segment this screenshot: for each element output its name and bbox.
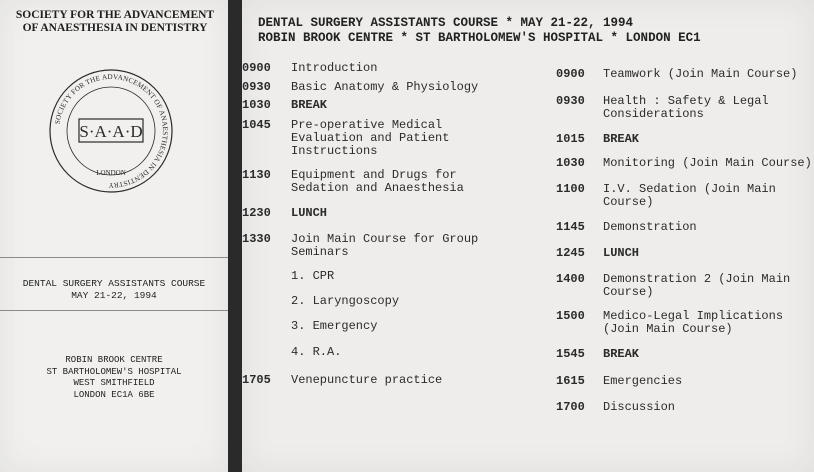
schedule-text — [291, 320, 377, 333]
day2-schedule — [556, 68, 814, 468]
schedule-time: 1030 — [556, 156, 585, 170]
schedule-time: 1045 — [242, 118, 271, 132]
schedule-time: 1330 — [242, 232, 271, 246]
programme-header-line: ROBIN BROOK CENTRE * ST BARTHOLOMEW'S HOSPITAL * LONDON EC1 — [258, 31, 701, 45]
schedule-text — [291, 270, 334, 283]
schedule-time: 0900 — [556, 67, 585, 81]
schedule-text — [603, 95, 769, 121]
logo-initials: S·A·A·D — [79, 122, 143, 141]
schedule-text — [603, 348, 639, 361]
schedule-text-line: LUNCH — [603, 246, 640, 260]
schedule-text — [291, 374, 442, 387]
schedule-time: 1705 — [242, 373, 271, 387]
schedule-text-line: Pre-operative Medical — [291, 118, 443, 132]
schedule-text — [603, 401, 675, 414]
schedule-text-line: Discussion — [603, 400, 676, 414]
schedule-text-line: Monitoring (Join Main Course) — [603, 156, 812, 170]
society-name-line: OF ANAESTHESIA IN DENTISTRY — [22, 22, 208, 34]
schedule-time: 1245 — [556, 246, 585, 260]
schedule-text — [603, 221, 697, 234]
society-name-line: SOCIETY FOR THE ADVANCEMENT — [15, 9, 215, 21]
schedule-text-line: Course) — [603, 195, 654, 209]
schedule-text — [291, 346, 341, 359]
schedule-text — [603, 247, 639, 260]
divider — [0, 310, 228, 311]
programme-header — [258, 16, 701, 46]
schedule-text — [291, 207, 327, 220]
schedule-time: 1015 — [556, 132, 585, 146]
schedule-text-line: 4. R.A. — [291, 345, 342, 359]
schedule-text-line: Medico-Legal Implications — [603, 309, 784, 323]
schedule-time: 1230 — [242, 206, 271, 220]
schedule-text-line: Equipment and Drugs for — [291, 168, 457, 182]
schedule-text — [603, 183, 776, 209]
schedule-text — [291, 169, 464, 195]
schedule-text-line: Demonstration 2 (Join Main — [603, 272, 791, 286]
schedule-time: 1700 — [556, 400, 585, 414]
schedule-text-line: 1. CPR — [291, 269, 335, 283]
schedule-text-line: BREAK — [291, 98, 328, 112]
schedule-text-line: Teamwork (Join Main Course) — [603, 67, 798, 81]
cover-course-line: DENTAL SURGERY ASSISTANTS COURSE — [22, 278, 206, 289]
schedule-text-line: Demonstration — [603, 220, 697, 234]
schedule-text-line: Join Main Course for Group — [291, 232, 479, 246]
schedule-text — [291, 99, 327, 112]
schedule-text-line: Emergencies — [603, 374, 683, 388]
schedule-text-line: Considerations — [603, 107, 704, 121]
divider — [0, 257, 228, 258]
schedule-text-line: BREAK — [603, 347, 640, 361]
schedule-text-line: 3. Emergency — [291, 319, 378, 333]
programme-header-line: DENTAL SURGERY ASSISTANTS COURSE * MAY 21-22, 1994 — [258, 16, 634, 30]
schedule-text — [291, 62, 377, 75]
schedule-text — [603, 375, 682, 388]
logo-ring-text: SOCIETY FOR THE ADVANCEMENT OF ANAESTHESIA IN DENTISTRY — [53, 72, 170, 190]
venue-line: LONDON EC1A 6BE — [73, 389, 155, 400]
venue-line: ROBIN BROOK CENTRE — [65, 355, 163, 365]
schedule-time: 1500 — [556, 309, 585, 323]
schedule-text-line: Health : Safety & Legal — [603, 94, 769, 108]
saad-logo — [46, 66, 176, 196]
schedule-time: 0930 — [242, 80, 271, 94]
schedule-text-line: LUNCH — [291, 206, 328, 220]
cover-course — [0, 278, 228, 302]
schedule-text — [603, 133, 639, 146]
programme-panel — [242, 0, 814, 472]
schedule-time: 1545 — [556, 347, 585, 361]
venue-line: ST BARTHOLOMEW'S HOSPITAL — [46, 366, 182, 377]
schedule-time: 0900 — [242, 61, 271, 75]
schedule-text — [603, 157, 812, 170]
schedule-text — [603, 310, 783, 336]
schedule-text-line: (Join Main Course) — [603, 322, 733, 336]
schedule-time: 0930 — [556, 94, 585, 108]
cover-venue — [0, 355, 228, 401]
logo-city: LONDON — [96, 169, 126, 177]
schedule-time: 1030 — [242, 98, 271, 112]
schedule-text-line: BREAK — [603, 132, 640, 146]
schedule-text — [291, 81, 478, 94]
schedule-text-line: Sedation and Anaesthesia — [291, 181, 464, 195]
schedule-text-line: Basic Anatomy & Physiology — [291, 80, 479, 94]
schedule-text — [603, 68, 797, 81]
schedule-text-line: Seminars — [291, 245, 349, 259]
venue-line: WEST SMITHFIELD — [73, 378, 155, 388]
schedule-text-line: Venepuncture practice — [291, 373, 443, 387]
schedule-text-line: Introduction — [291, 61, 378, 75]
schedule-text — [291, 295, 399, 308]
society-name — [4, 9, 226, 35]
schedule-text-line: Instructions — [291, 144, 378, 158]
schedule-text — [291, 119, 449, 158]
schedule-time: 1400 — [556, 272, 585, 286]
schedule-time: 1615 — [556, 374, 585, 388]
schedule-time: 1130 — [242, 168, 271, 182]
schedule-text — [291, 233, 478, 259]
day1-schedule — [242, 62, 542, 462]
schedule-text-line: Course) — [603, 285, 654, 299]
schedule-text-line: 2. Laryngoscopy — [291, 294, 400, 308]
schedule-time: 1145 — [556, 220, 585, 234]
schedule-time: 1100 — [556, 182, 585, 196]
cover-panel — [0, 0, 228, 472]
schedule-text-line: Evaluation and Patient — [291, 131, 450, 145]
cover-course-line: MAY 21-22, 1994 — [71, 290, 157, 301]
schedule-text-line: I.V. Sedation (Join Main — [603, 182, 776, 196]
schedule-text — [603, 273, 790, 299]
